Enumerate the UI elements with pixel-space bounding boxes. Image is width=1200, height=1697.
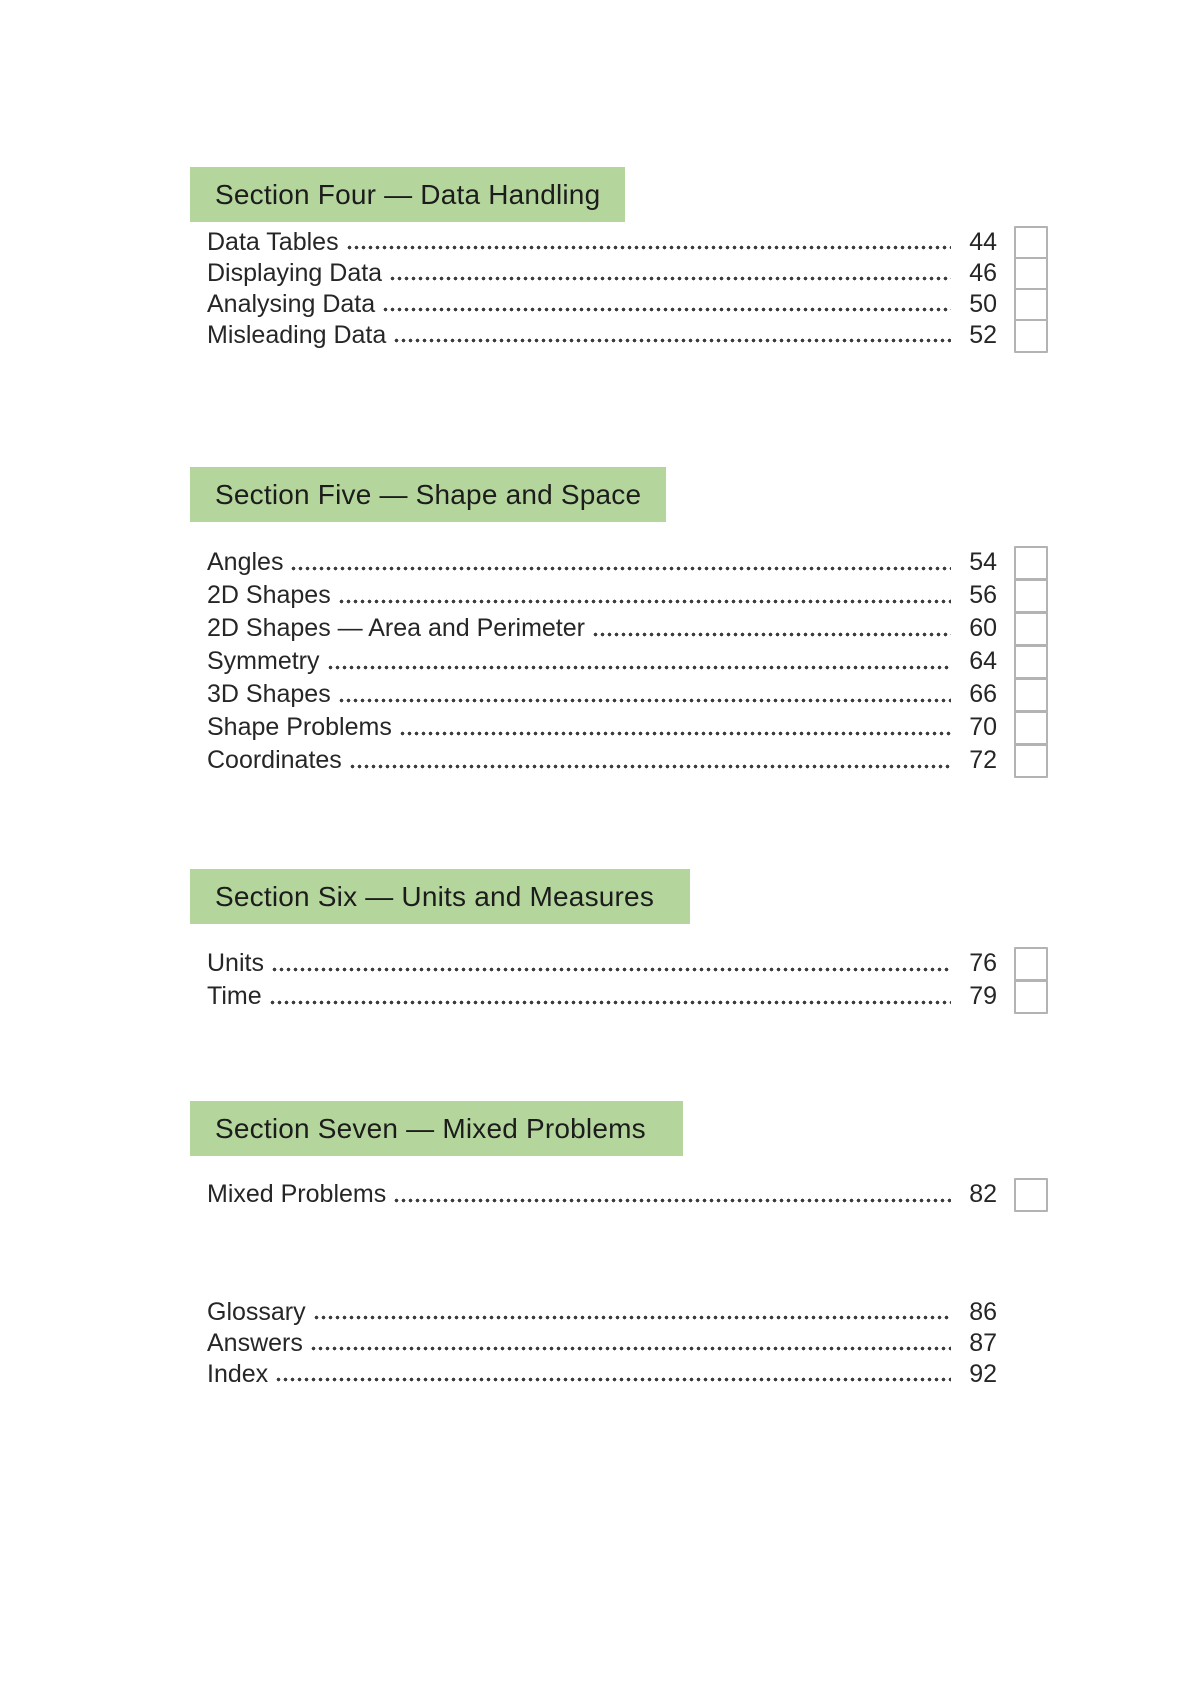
section-seven-title: Section Seven — Mixed Problems (215, 1113, 646, 1144)
section-six-title: Section Six — Units and Measures (215, 881, 655, 912)
toc-entry-label: Angles (207, 548, 284, 576)
dot-leader (338, 579, 951, 612)
dot-leader (393, 1178, 951, 1211)
progress-checkbox[interactable] (1014, 645, 1048, 679)
section-seven-toc-list (190, 1178, 1048, 1211)
toc-entry-label: Glossary (207, 1298, 306, 1326)
toc-page-number: 87 (969, 1329, 997, 1357)
toc-page-number: 70 (969, 713, 997, 741)
progress-checkbox[interactable] (1014, 711, 1048, 745)
toc-row-angles (190, 546, 1048, 579)
section-five-header-bar (190, 467, 666, 522)
toc-page-number: 76 (969, 949, 997, 977)
dot-leader (349, 744, 951, 777)
section-four-header-bar (190, 167, 625, 222)
section-five-toc-list (190, 546, 1048, 777)
progress-checkbox[interactable] (1014, 1178, 1048, 1212)
toc-row-misleading-data (190, 320, 1048, 351)
toc-page-number: 60 (969, 614, 997, 642)
dot-leader (338, 678, 951, 711)
toc-entry-label: 2D Shapes — Area and Perimeter (207, 614, 585, 642)
section-five-title: Section Five — Shape and Space (215, 479, 642, 510)
toc-page-number: 64 (969, 647, 997, 675)
toc-entry-label: Coordinates (207, 746, 342, 774)
toc-entry-label: Answers (207, 1329, 303, 1357)
toc-entry-label: Shape Problems (207, 713, 392, 741)
toc-entry-label: Symmetry (207, 647, 320, 675)
dot-leader (399, 711, 951, 744)
section-four-title: Section Four — Data Handling (215, 179, 601, 210)
toc-row-analysing-data (190, 289, 1048, 320)
back-matter (190, 1297, 1048, 1390)
toc-page-number: 52 (969, 321, 997, 349)
toc-page-number: 46 (969, 259, 997, 287)
progress-checkbox[interactable] (1014, 612, 1048, 646)
toc-entry-label: Index (207, 1360, 269, 1388)
dot-leader (393, 320, 951, 351)
progress-checkbox[interactable] (1014, 319, 1048, 353)
dot-leader (346, 227, 951, 258)
dot-leader (382, 289, 951, 320)
progress-checkbox[interactable] (1014, 678, 1048, 712)
toc-row-units (190, 947, 1048, 980)
toc-page-number: 54 (969, 548, 997, 576)
dot-leader (310, 1328, 951, 1359)
progress-checkbox[interactable] (1014, 257, 1048, 291)
dot-leader (592, 612, 951, 645)
toc-page-number: 79 (969, 982, 997, 1010)
section-four (190, 167, 1048, 351)
toc-entry-label: Data Tables (207, 228, 339, 256)
dot-leader (327, 645, 952, 678)
toc-entry-label: Analysing Data (207, 290, 376, 318)
progress-checkbox[interactable] (1014, 546, 1048, 580)
section-six (190, 869, 1048, 1013)
section-four-toc-list (190, 227, 1048, 351)
progress-checkbox[interactable] (1014, 744, 1048, 778)
dot-leader (269, 980, 951, 1013)
section-seven-header-bar (190, 1101, 683, 1156)
toc-row-answers (190, 1328, 1048, 1359)
toc-row-displaying-data (190, 258, 1048, 289)
dot-leader (290, 546, 951, 579)
toc-entry-label: Units (207, 949, 264, 977)
dot-leader (271, 947, 951, 980)
toc-entry-label: 3D Shapes (207, 680, 331, 708)
toc-page-number: 44 (969, 228, 997, 256)
toc-page-number: 66 (969, 680, 997, 708)
toc-row-mixed-problems (190, 1178, 1048, 1211)
toc-row-coordinates (190, 744, 1048, 777)
toc-page-number: 92 (969, 1360, 997, 1388)
toc-row-index (190, 1359, 1048, 1390)
progress-checkbox[interactable] (1014, 579, 1048, 613)
section-six-header-bar (190, 869, 690, 924)
toc-page-number: 86 (969, 1298, 997, 1326)
toc-entry-label: 2D Shapes (207, 581, 331, 609)
toc-row-glossary (190, 1297, 1048, 1328)
toc-row-shape-problems (190, 711, 1048, 744)
back-matter-toc-list (190, 1297, 1048, 1390)
dot-leader (275, 1359, 951, 1390)
toc-entry-label: Mixed Problems (207, 1180, 387, 1208)
progress-checkbox[interactable] (1014, 947, 1048, 981)
toc-page-number: 72 (969, 746, 997, 774)
progress-checkbox[interactable] (1014, 288, 1048, 322)
dot-leader (313, 1297, 951, 1328)
toc-row-3d-shapes (190, 678, 1048, 711)
toc-entry-label: Time (207, 982, 262, 1010)
toc-entry-label: Misleading Data (207, 321, 387, 349)
toc-row-2d-shapes (190, 579, 1048, 612)
toc-page-number: 82 (969, 1180, 997, 1208)
toc-row-symmetry (190, 645, 1048, 678)
toc-row-2d-shapes-area-perimeter (190, 612, 1048, 645)
toc-page-number: 50 (969, 290, 997, 318)
toc-row-data-tables (190, 227, 1048, 258)
toc-page-number: 56 (969, 581, 997, 609)
section-five (190, 467, 1048, 777)
progress-checkbox[interactable] (1014, 980, 1048, 1014)
section-six-toc-list (190, 947, 1048, 1013)
dot-leader (389, 258, 951, 289)
toc-entry-label: Displaying Data (207, 259, 383, 287)
toc-row-time (190, 980, 1048, 1013)
section-seven (190, 1101, 1048, 1211)
progress-checkbox[interactable] (1014, 226, 1048, 260)
